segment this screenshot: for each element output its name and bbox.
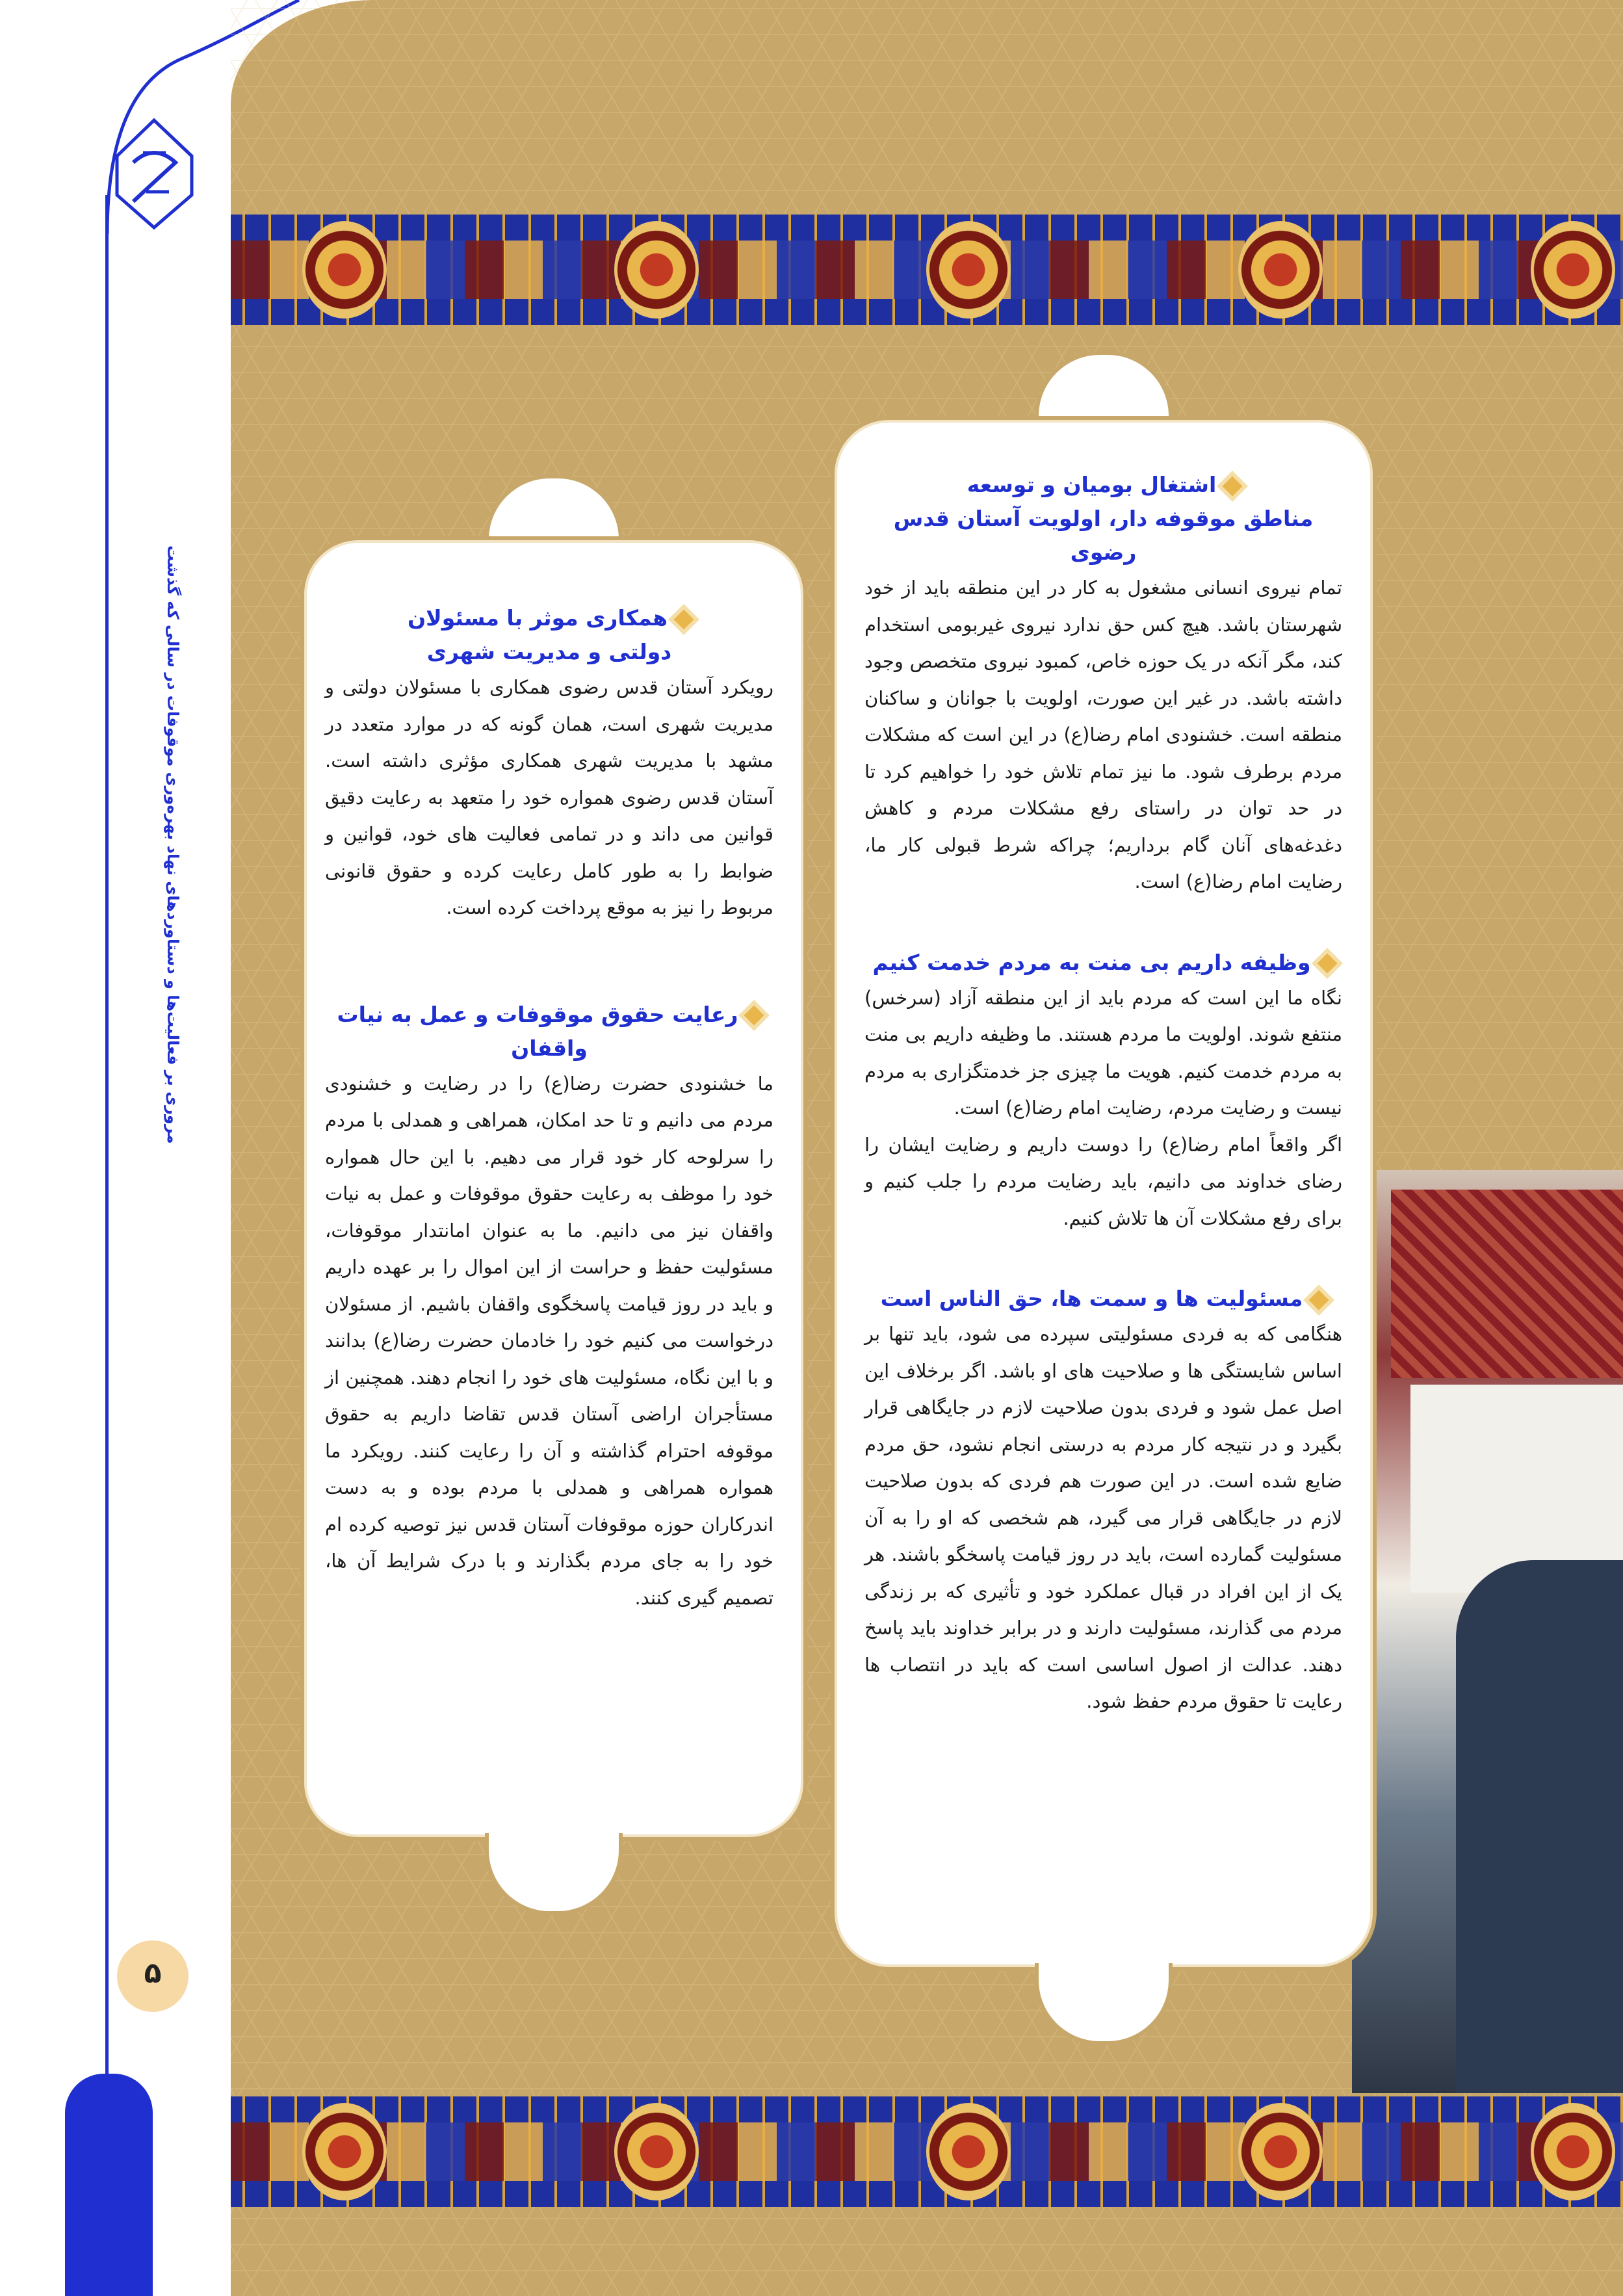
section-heading: اشتغال بومیان و توسعه <box>864 468 1342 502</box>
section-heading: رعایت حقوق موقوفات و عمل به نیات <box>325 998 773 1032</box>
sidebar <box>0 0 231 2296</box>
section-heading-line2: دولتی و مدیریت شهری <box>426 639 672 664</box>
sidebar-vertical-title: مروری بر فعالیت‌ها و دستاوردهای نهاد بهره‌وری موقوفات در سالی که گذشت <box>164 545 182 1144</box>
medallion-icon <box>302 221 387 319</box>
section-heading: همکاری موثر با مسئولان <box>325 601 773 635</box>
section-heading-line2: مناطق موقوفه دار، اولویت آستان قدس رضوی <box>893 506 1314 565</box>
section-heading: وظیفه داریم بی منت به مردم خدمت کنیم <box>864 946 1342 980</box>
magazine-logo-icon <box>107 117 201 231</box>
left-column <box>325 601 773 1616</box>
photo-rug <box>1391 1190 1623 1378</box>
paragraph: ما خشنودی حضرت رضا(ع) را در رضایت و خشنودی مردم می دانیم و تا حد امکان، همراهی و همدلی با مردم را سرلوحه کار خود قرار می دهیم. با این حال همواره خود را موظف به رعایت حقوق موقوفات و عمل به نیات واقفان نیز می دانیم. ما به عنوان امانتدار موقوفات، مسئولیت حفظ و حراست از این اموال را بر عهده داریم و باید در روز قیامت پاسخگوی واقفان باشیم. از مسئولان درخواست می کنیم خود را خادمان حضرت رضا(ع) بدانند و با این نگاه، مسئولیت های خود را انجام دهند. همچنین از مستأجران اراضی آستان قدس تقاضا داریم به حقوق موقوفه احترام گذاشته و آن را رعایت کنند. رویکرد ما همواره همراهی و همدلی با مردم بوده و به دست اندرکاران حوزه موقوفات آستان قدس نیز توصیه کرده ام خود را به جای مردم بگذارند و با درک شرایط آن ها، تصمیم گیری کنند. <box>325 1072 773 1609</box>
diamond-icon <box>744 1005 764 1025</box>
diamond-icon <box>1317 953 1337 973</box>
medallion-icon <box>614 2103 699 2200</box>
medallion-icon <box>614 221 699 319</box>
sidebar-rule <box>105 195 109 2080</box>
photo-person <box>1456 1560 1623 2093</box>
section-heading: مسئولیت ها و سمت ها، حق الناس است <box>864 1282 1342 1316</box>
medallion-icon <box>926 2103 1011 2200</box>
medallion-icon <box>302 2103 387 2200</box>
medallion-icon <box>1531 221 1615 319</box>
medallion-icon <box>1238 2103 1323 2200</box>
paragraph: هنگامی که به فردی مسئولیتی سپرده می شود، باید تنها بر اساس شایستگی ها و صلاحیت های او باشد. اگر برخلاف این اصل عمل شود و فردی بدون صلاحیت لازم در جایگاهی قرار بگیرد و در نتیجه کار مردم به درستی انجام نشود، حق مردم ضایع شده است. در این صورت هم فردی که بدون صلاحیت لازم در جایگاهی قرار می گیرد، هم شخصی که او را به آن مسئولیت گمارده است، باید در روز قیامت پاسخگو باشند. هر یک از این افراد در قبال عملکرد خود و تأثیری که بر زندگی مردم می گذارند، مسئولیت دارند و در برابر خداوند باید پاسخ دهند. عدالت از اصول اساسی است که باید در انتصاب ها رعایت تا حقوق مردم حفظ شود. <box>864 1323 1342 1712</box>
section-heading-line2: واقفان <box>511 1035 588 1061</box>
page-number: ۵ <box>144 1957 162 1990</box>
diamond-icon <box>1223 476 1243 496</box>
medallion-icon <box>926 221 1011 319</box>
sidebar-tab <box>65 2074 153 2296</box>
diamond-icon <box>673 609 694 629</box>
paragraph: اگر واقعاً امام رضا(ع) را دوست داریم و رضایت ایشان را رضای خداوند می دانیم، باید رضایت مردم را جلب کنیم و برای رفع مشکلات آن ها تلاش کنیم. <box>864 1133 1342 1229</box>
paragraph: رویکرد آستان قدس رضوی همکاری با مسئولان دولتی و مدیریت شهری است، همان گونه که در موارد متعدد در مشهد با مدیریت شهری همکاری مؤثری داشته است. آستان قدس رضوی همواره خود را متعهد به رعایت دقیق قوانین می داند و در تمامی فعالیت های خود، قوانین و ضوابط را به طور کامل رعایت کرده و حقوق قانونی مربوط را نیز به موقع پرداخت کرده است. <box>325 676 773 919</box>
medallion-icon <box>1531 2103 1615 2200</box>
paragraph: نگاه ما این است که مردم باید از این منطقه آزاد (سرخس) منتفع شوند. اولویت ما مردم هستند. ما وظیفه داریم بی منت به مردم خدمت کنیم. هویت ما چیزی جز خدمتگزاری به مردم نیست و رضایت مردم، رضایت امام رضا(ع) است. <box>864 986 1342 1119</box>
medallion-icon <box>1238 221 1323 319</box>
right-column <box>864 468 1342 1720</box>
ornament-band-bottom <box>231 2096 1623 2207</box>
diamond-icon <box>1309 1290 1329 1310</box>
ornament-band-top <box>231 215 1623 325</box>
paragraph: تمام نیروی انسانی مشغول به کار در این منطقه باید از خود شهرستان باشد. هیچ کس حق ندارد نیروی غیربومی استخدام کند، مگر آنکه در یک حوزه خاص، کمبود نیروی متخصص وجود داشته باشد. در غیر این صورت، اولویت با جوانان و ساکنان منطقه است. خشنودی امام رضا(ع) در این است که مشکلات مردم برطرف شود. ما نیز تمام تلاش خود را خواهیم کرد تا در حد توان در راستای رفع مشکلات مردم و کاهش دغدغه‌های آنان گام برداریم؛ چراکه شرط قبولی کار ما، رضایت امام رضا(ع) است. <box>864 577 1342 893</box>
